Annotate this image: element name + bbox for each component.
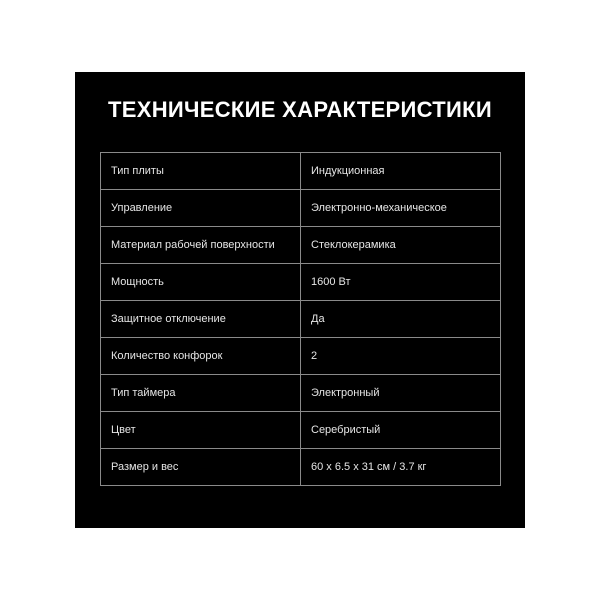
- table-row: [101, 375, 501, 412]
- page-title: ТЕХНИЧЕСКИЕ ХАРАКТЕРИСТИКИ: [108, 97, 492, 122]
- spec-value: Электронно-механическое: [301, 190, 501, 227]
- table-row: [101, 227, 501, 264]
- spec-label: Размер и вес: [101, 449, 301, 486]
- table-row: [101, 412, 501, 449]
- spec-label: Защитное отключение: [101, 301, 301, 338]
- spec-value: Да: [301, 301, 501, 338]
- spec-label: Количество конфорок: [101, 338, 301, 375]
- spec-label: Тип таймера: [101, 375, 301, 412]
- spec-value: 2: [301, 338, 501, 375]
- spec-value: Индукционная: [301, 153, 501, 190]
- spec-value: Стеклокерамика: [301, 227, 501, 264]
- table-row: [101, 153, 501, 190]
- spec-label: Цвет: [101, 412, 301, 449]
- spec-label: Управление: [101, 190, 301, 227]
- specs-panel: [75, 72, 525, 528]
- spec-value: Серебристый: [301, 412, 501, 449]
- specs-table: [100, 152, 501, 486]
- spec-label: Тип плиты: [101, 153, 301, 190]
- spec-value: Электронный: [301, 375, 501, 412]
- spec-value: 60 x 6.5 x 31 см / 3.7 кг: [301, 449, 501, 486]
- table-row: [101, 449, 501, 486]
- spec-label: Материал рабочей поверхности: [101, 227, 301, 264]
- spec-label: Мощность: [101, 264, 301, 301]
- table-row: [101, 338, 501, 375]
- spec-value: 1600 Вт: [301, 264, 501, 301]
- table-row: [101, 190, 501, 227]
- table-row: [101, 301, 501, 338]
- table-row: [101, 264, 501, 301]
